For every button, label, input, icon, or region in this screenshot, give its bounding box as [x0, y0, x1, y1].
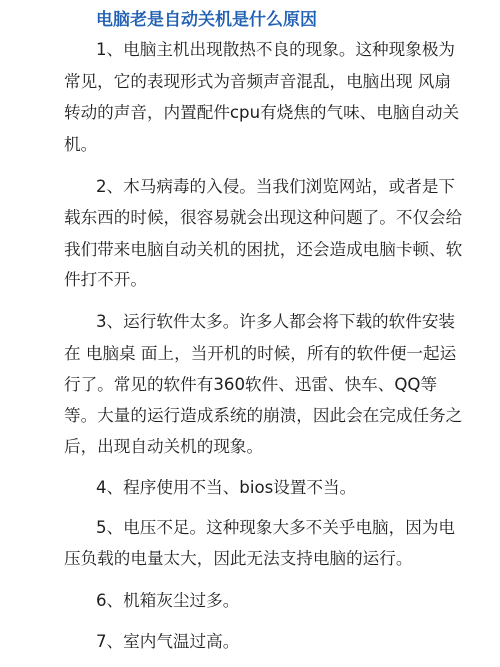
paragraph-4-line-1: 4、程序使用不当、bios设置不当。: [96, 478, 357, 497]
paragraph-3-line-5: 后，出现自动关机的现象。: [64, 437, 264, 456]
paragraph-2-line-1: 2、木马病毒的入侵。当我们浏览网站，或者是下: [96, 177, 456, 196]
paragraph-6-line-1: 6、机箱灰尘过多。: [96, 591, 240, 610]
paragraph-3-line-2: 在 电脑桌 面上，当开机的时候，所有的软件便一起运: [64, 344, 457, 363]
article-title: 电脑老是自动关机是什么原因: [96, 10, 317, 30]
paragraph-5-line-1: 5、电压不足。这种现象大多不关乎电脑，因为电: [96, 518, 456, 537]
paragraph-1-line-3: 转动的声音，内置配件cpu有烧焦的气味、电脑自动关: [64, 103, 460, 122]
paragraph-1-line-1: 1、电脑主机出现散热不良的现象。这种现象极为: [96, 40, 456, 59]
paragraph-7-line-1: 7、室内气温过高。: [96, 632, 240, 651]
paragraph-3-line-3: 行了。常见的软件有360软件、迅雷、快车、QQ等: [64, 375, 438, 394]
paragraph-1-line-2: 常见，它的表现形式为音频声音混乱，电脑出现 风扇: [64, 72, 451, 91]
paragraph-3-line-4: 等。大量的运行造成系统的崩溃，因此会在完成任务之: [64, 406, 463, 425]
paragraph-2-line-3: 我们带来电脑自动关机的困扰，还会造成电脑卡顿、软: [64, 240, 463, 259]
paragraph-3-line-1: 3、运行软件太多。许多人都会将下载的软件安装: [96, 312, 456, 331]
paragraph-2-line-4: 件打不开。: [64, 270, 147, 289]
paragraph-2-line-2: 载东西的时候，很容易就会出现这种问题了。不仅会给: [64, 208, 463, 227]
paragraph-1-line-4: 机。: [64, 135, 98, 154]
paragraph-5-line-2: 压负载的电量太大，因此无法支持电脑的运行。: [64, 549, 413, 568]
